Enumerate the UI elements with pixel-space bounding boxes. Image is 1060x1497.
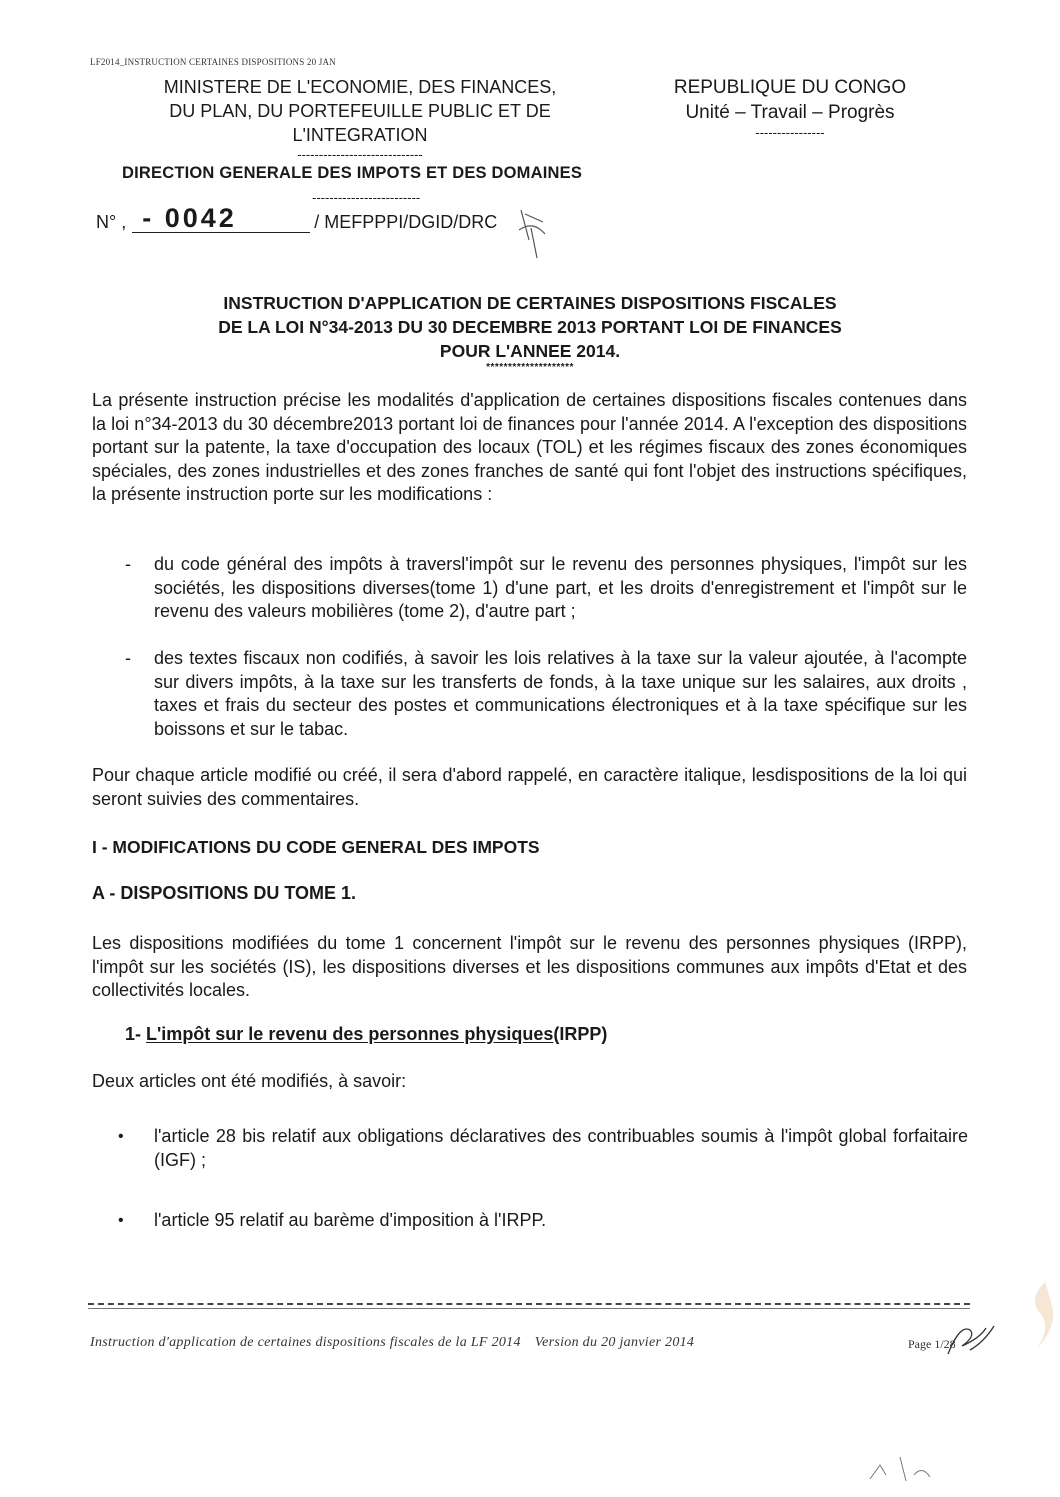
direction-separator: -------------------------: [312, 190, 421, 205]
list-item-text: du code général des impôts à traversl'impôt sur le revenu des personnes physiques, l'impôt sur les sociétés, les dispositions diverses(tome 1) d'une part, et les droits d'enregistrement et l'impôt sur le revenu des valeurs mobilières (tome 2), d'autre part ;: [154, 554, 967, 621]
tome1-paragraph: Les dispositions modifiées du tome 1 concernent l'impôt sur le revenu des personnes physiques (IRPP), l'impôt sur les sociétés (IS), les dispositions diverses et les dispositions communes aux impôts d'Etat et des collectivités locales.: [92, 933, 967, 1000]
republic-name: REPUBLIQUE DU CONGO: [673, 77, 907, 98]
list-item: [120, 553, 967, 624]
list-item-text: l'article 28 bis relatif aux obligations déclaratives des contribuables soumis à l'impôt global forfaitaire (IGF) ;: [154, 1126, 968, 1170]
articles-intro: Deux articles ont été modifiés, à savoir:: [92, 1071, 407, 1091]
title-line-2: DE LA LOI N°34-2013 DU 30 DECEMBRE 2013 PORTANT LOI DE FINANCES: [218, 317, 842, 337]
footer-text: [90, 1335, 694, 1351]
reference-number: [96, 204, 497, 233]
republic-separator: ----------------: [755, 125, 825, 140]
republic-motto: Unité – Travail – Progrès: [685, 102, 895, 123]
page-number: Page 1/28: [908, 1337, 956, 1351]
footer-rule-secondary: [88, 1308, 970, 1309]
handwritten-initials-icon: [940, 1320, 1000, 1360]
subsection-number: 1-: [125, 1024, 142, 1044]
ministry-block: [100, 75, 620, 163]
title-line-1: INSTRUCTION D'APPLICATION DE CERTAINES DISPOSITIONS FISCALES: [223, 293, 837, 313]
reference-label: N° ,: [96, 212, 127, 232]
intro-paragraph: La présente instruction précise les modalités d'application de certaines dispositions fiscales contenues dans la loi n°34-2013 du 30 décembre2013 portant loi de finances pour l'année 2014. A l'exception des dispositions portant sur la patente, la taxe d'occupation des locaux (TOL) et les régimes fiscaux des zones économiques spéciales, des zones industrielles et des zones franches de santé qui font l'objet des instructions spécifiques, la présente instruction porte sur les modifications :: [92, 390, 967, 504]
commentary-paragraph: Pour chaque article modifié ou créé, il sera d'abord rappelé, en caractère italique, lesdispositions de la loi qui seront suivies des commentaires.: [92, 765, 967, 809]
ministry-line-3: L'INTEGRATION: [292, 125, 428, 145]
dash-marker: -: [125, 554, 131, 574]
footer-version: Version du 20 janvier 2014: [534, 1335, 695, 1350]
ministry-line-1: MINISTERE DE L'ECONOMIE, DES FINANCES,: [163, 77, 557, 97]
section-heading-2: A - DISPOSITIONS DU TOME 1.: [92, 883, 357, 903]
list-item: [118, 1125, 968, 1172]
republic-block: [640, 75, 940, 141]
paper-stain-icon: [1015, 1280, 1055, 1350]
section-heading-1: I - MODIFICATIONS DU CODE GENERAL DES IMPOTS: [92, 837, 540, 857]
list-item: [118, 1209, 968, 1233]
list-item-text: des textes fiscaux non codifiés, à savoir les lois relatives à la taxe sur la valeur ajoutée, à l'acompte sur divers impôts, à la taxe sur les transferts de fonds, à la taxe unique sur les salaires, aux droits , taxes et frais du secteur des postes et communications électroniques et à la taxe spécifique sur les boissons et sur le tabac.: [154, 648, 967, 739]
document-title: [120, 291, 940, 363]
ministry-separator: -----------------------------: [297, 147, 423, 162]
corner-scribble-icon: [860, 1445, 940, 1485]
subsection-heading: [125, 1024, 607, 1045]
footer-rule: [88, 1303, 970, 1305]
reference-value: - 0042: [132, 204, 310, 233]
subsection-title: L'impôt sur le revenu des personnes physiques: [146, 1024, 554, 1044]
bullet-marker: •: [118, 1128, 124, 1145]
dash-marker: -: [125, 648, 131, 668]
footer-title: Instruction d'application de certaines dispositions fiscales de la LF 2014: [90, 1335, 521, 1350]
reference-suffix: / MEFPPPI/DGID/DRC: [314, 212, 498, 232]
file-reference: LF2014_INSTRUCTION CERTAINES DISPOSITIONS 20 JAN: [90, 57, 336, 67]
title-line-3: POUR L'ANNEE 2014.: [439, 341, 621, 361]
direction-heading: DIRECTION GENERALE DES IMPOTS ET DES DOMAINES: [122, 164, 583, 182]
title-separator: ********************: [486, 362, 574, 373]
list-item-text: l'article 95 relatif au barème d'imposition à l'IRPP.: [154, 1210, 547, 1230]
bullet-marker: •: [118, 1212, 124, 1229]
subsection-abbrev: (IRPP): [553, 1024, 608, 1044]
list-item: [120, 647, 967, 741]
ministry-line-2: DU PLAN, DU PORTEFEUILLE PUBLIC ET DE: [169, 101, 551, 121]
initial-mark-icon: [515, 200, 551, 260]
